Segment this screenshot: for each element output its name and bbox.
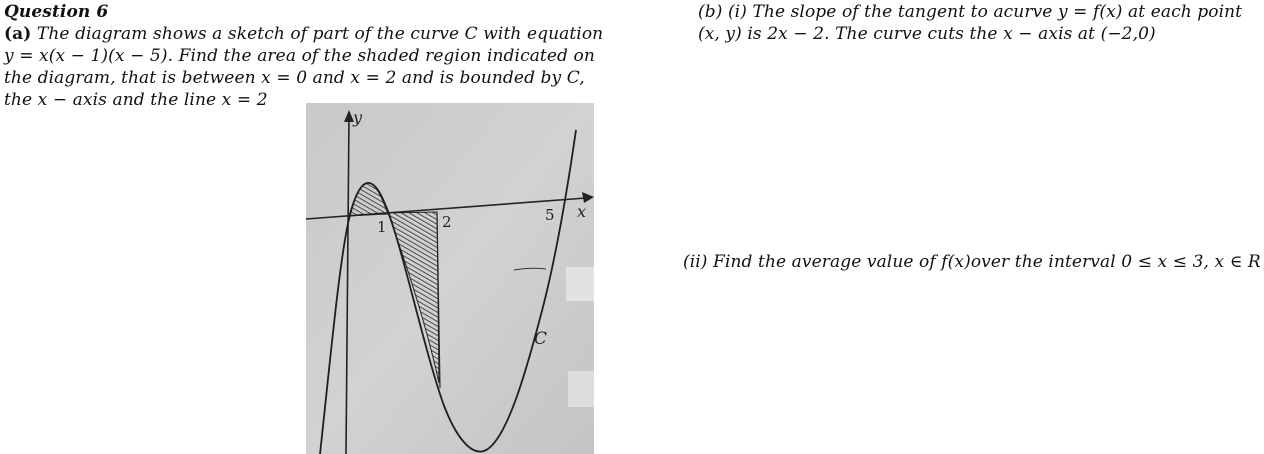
part-b-line-1: (b) (i) The slope of the tangent to acurve y = f(x) at each point: [698, 2, 1243, 22]
part-b-line-2: (x, y) is 2x − 2. The curve cuts the x − axis at (−2,0): [698, 24, 1156, 44]
tick-label-1: 1: [377, 218, 387, 236]
part-a-label: (a): [4, 24, 32, 44]
part-a-text-1: The diagram shows a sketch of part of the curve C with equation: [36, 24, 604, 44]
curve-label: C: [534, 329, 548, 349]
part-a-line-4: the x − axis and the line x = 2: [4, 90, 268, 110]
y-axis-label: y: [353, 108, 363, 127]
part-b-ii-text: (ii) Find the average value of f(x)over the interval 0 ≤ x ≤ 3, x ∈ R: [683, 252, 1261, 272]
tick-label-5: 5: [545, 206, 555, 224]
part-a-line-3: the diagram, that is between x = 0 and x = 2 and is bounded by C,: [4, 68, 585, 88]
part-a-line-2: y = x(x − 1)(x − 5). Find the area of the shaded region indicated on: [4, 46, 595, 66]
curve-sketch-photo: [306, 103, 594, 454]
question-title: Question 6: [4, 2, 109, 22]
part-a-line-1: [4, 23, 603, 45]
x-axis-label: x: [577, 202, 587, 221]
photo-edge-patch-1: [566, 267, 594, 301]
photo-edge-patch-2: [568, 371, 594, 407]
tick-label-2: 2: [442, 213, 452, 231]
